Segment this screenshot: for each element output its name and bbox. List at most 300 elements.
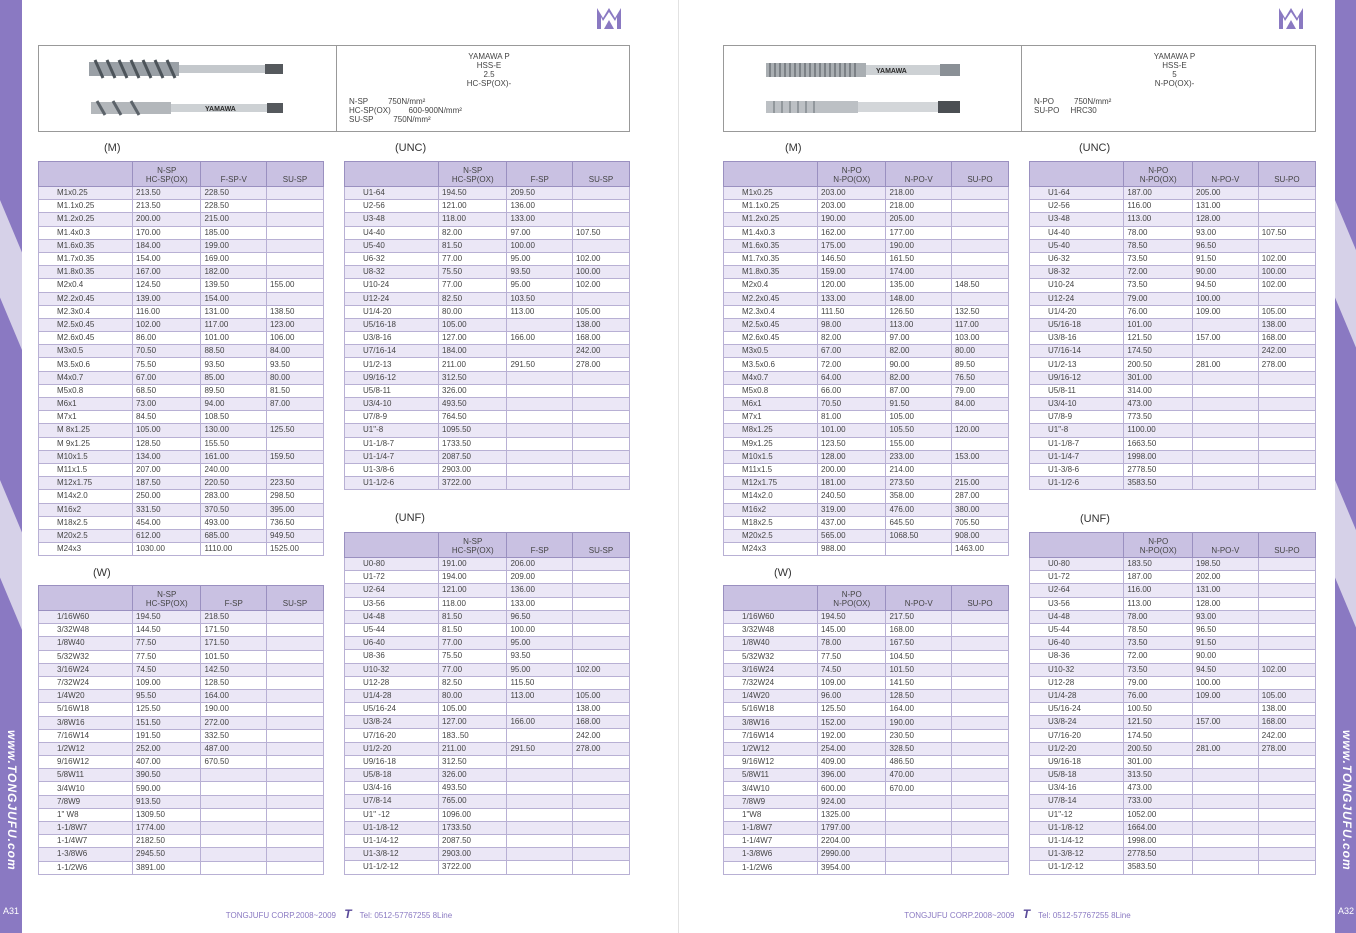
price-cell [266,624,323,637]
price-cell [1258,782,1315,795]
size-cell: U7/16-20 [345,729,439,742]
size-cell: U1-64 [1030,187,1124,200]
spiral-tap-image [87,56,287,82]
price-cell: 183..50 [439,729,507,742]
table-row [724,676,1009,689]
price-cell [266,808,323,821]
price-cell: 64.00 [818,371,886,384]
size-cell: M5x0.8 [724,384,818,397]
table-row [724,729,1009,742]
size-cell: U3/8-24 [345,716,439,729]
table-row [39,848,324,861]
price-cell [507,345,573,358]
price-cell: 168.00 [572,716,629,729]
price-cell: 93.50 [507,266,573,279]
price-cell: 154.00 [201,292,267,305]
table-row [345,213,630,226]
price-cell: 86.00 [133,332,201,345]
size-cell: 7/16W14 [39,729,133,742]
size-cell: U3-48 [1030,213,1124,226]
price-cell [266,703,323,716]
price-cell [507,782,573,795]
size-cell: U3/8-16 [1030,332,1124,345]
price-cell [951,861,1008,874]
size-cell: U4-40 [1030,226,1124,239]
price-cell: 101.50 [201,650,267,663]
table-row [1030,689,1316,702]
table-row [39,703,324,716]
table-row [724,756,1009,769]
price-cell: 169.00 [201,252,267,265]
price-cell [572,623,629,636]
section-label-w: (W) [93,567,111,579]
table-row [345,450,630,463]
price-cell: 139.00 [133,292,201,305]
price-cell: 102.00 [572,279,629,292]
size-cell: U3/4-10 [1030,398,1124,411]
price-cell: 84.00 [266,345,323,358]
price-cell [1258,637,1315,650]
price-cell: 105.00 [1258,305,1315,318]
price-cell: 102.00 [133,318,201,331]
price-cell: 81.50 [266,384,323,397]
tool-brand-label: YAMAWA [876,68,907,75]
price-cell: 213.50 [133,187,201,200]
price-cell: 67.00 [818,345,886,358]
size-cell: U1-1/2-6 [345,477,439,490]
price-cell [266,769,323,782]
column-header: SU-SP [266,586,323,611]
table-row [39,756,324,769]
price-cell [572,637,629,650]
price-table-unc [1029,161,1316,490]
page-footer [679,907,1356,921]
size-cell: M1x0.25 [724,187,818,200]
price-cell: 242.00 [572,345,629,358]
price-cell: 168.00 [572,332,629,345]
price-cell [1258,676,1315,689]
price-cell [886,543,952,556]
table-row [724,279,1009,292]
price-cell: 146.50 [818,252,886,265]
price-cell: 278.00 [572,742,629,755]
size-cell: 1" W8 [39,808,133,821]
table-row [39,490,324,503]
size-cell: M11x1.5 [724,463,818,476]
table-row [345,332,630,345]
size-cell: M 8x1.25 [39,424,133,437]
title-line: YAMAWA P [1153,52,1196,61]
table-row [724,611,1009,624]
price-cell [507,703,573,716]
column-header: SU-PO [1258,162,1315,187]
table-row [39,292,324,305]
price-table-unf [1029,532,1316,875]
price-cell: 194.50 [818,611,886,624]
size-cell: U1-1/2-12 [345,861,439,874]
price-cell: 89.50 [951,358,1008,371]
price-cell [951,703,1008,716]
table-row [39,782,324,795]
price-cell: 79.00 [951,384,1008,397]
price-cell: 125.50 [133,703,201,716]
price-cell: 565.00 [818,529,886,542]
size-cell: 9/16W12 [724,756,818,769]
price-cell [266,742,323,755]
side-website-text: www.TONGJUFU.com [5,730,19,871]
price-cell: 102.00 [572,252,629,265]
size-cell: M3x0.5 [724,345,818,358]
table-row [345,424,630,437]
size-cell: 1/4W20 [39,690,133,703]
price-cell [1258,821,1315,834]
size-cell: 5/8W11 [39,769,133,782]
price-cell: 493.50 [439,398,507,411]
price-cell: 2778.50 [1124,848,1193,861]
price-cell: 2990.00 [818,848,886,861]
title-line: HSS-E [1162,61,1187,70]
sidebar-chevron [0,480,22,630]
price-cell [951,463,1008,476]
table-row [39,663,324,676]
price-cell: 89.50 [201,384,267,397]
price-cell [266,411,323,424]
price-cell: 278.00 [572,358,629,371]
table-row [1030,703,1316,716]
price-cell: 187.00 [1124,571,1193,584]
table-row [39,822,324,835]
table-row [39,305,324,318]
table-row [724,411,1009,424]
table-header-row [1030,533,1316,558]
price-cell: 70.50 [133,345,201,358]
size-cell: M6x1 [724,398,818,411]
price-cell: 133.00 [818,292,886,305]
price-cell: 103.00 [951,332,1008,345]
price-cell [266,676,323,689]
price-cell: 171.50 [201,637,267,650]
size-cell: U10-24 [1030,279,1124,292]
price-cell: 301.00 [1124,755,1193,768]
price-cell: 113.00 [1124,597,1193,610]
size-cell: U7/8-14 [345,795,439,808]
price-cell [1258,450,1315,463]
price-cell [572,597,629,610]
price-cell [201,808,267,821]
price-cell: 200.00 [818,463,886,476]
price-cell: 74.50 [818,663,886,676]
price-cell: 82.50 [439,676,507,689]
price-cell [507,371,573,384]
price-cell: 100.00 [507,623,573,636]
size-cell: U3-56 [1030,597,1124,610]
column-header: SU-PO [1258,533,1315,558]
size-cell: 7/8W9 [724,795,818,808]
section-label-m: (M) [104,142,121,154]
size-cell: 1-1/4W7 [39,835,133,848]
tel-icon: T [344,907,352,921]
price-cell: 199.00 [201,239,267,252]
price-cell [266,729,323,742]
price-cell [951,266,1008,279]
price-cell [572,571,629,584]
price-cell: 101.50 [886,663,952,676]
price-cell: 107.50 [1258,226,1315,239]
price-cell: 2778.50 [1124,463,1193,476]
price-cell: 136.00 [507,584,573,597]
table-row [1030,266,1316,279]
price-cell: 95.00 [507,637,573,650]
price-cell: 72.00 [1124,266,1193,279]
price-cell: 194.50 [133,611,201,624]
table-row [345,345,630,358]
table-row [39,477,324,490]
price-cell [266,795,323,808]
section-label-unf: (UNF) [395,512,425,524]
price-cell: 233.00 [886,450,952,463]
table-row [345,689,630,702]
price-cell [507,450,573,463]
price-cell: 3954.00 [818,861,886,874]
size-cell: M1.7x0.35 [724,252,818,265]
price-cell [951,769,1008,782]
price-cell [507,318,573,331]
footer-company: TONGJUFU CORP.2008~2009 [904,911,1015,920]
size-cell: U1-1/2-12 [1030,861,1124,874]
size-cell: M1.8x0.35 [724,266,818,279]
price-cell [951,226,1008,239]
price-cell [507,729,573,742]
price-cell [266,463,323,476]
size-cell: U3/8-24 [1030,716,1124,729]
price-cell: 194.00 [439,571,507,584]
price-cell: 190.00 [886,239,952,252]
size-cell: U1-1/8-7 [345,437,439,450]
size-cell: U3/8-16 [345,332,439,345]
size-cell: M18x2.5 [724,516,818,529]
table-header-row [39,162,324,187]
price-cell [951,848,1008,861]
spec-line: SU-SP 750N/mm² [349,115,431,124]
price-cell: 313.50 [1124,769,1193,782]
table-row [345,623,630,636]
price-cell [1193,861,1259,874]
price-cell: 157.00 [1193,716,1259,729]
table-row [345,650,630,663]
price-cell: 78.00 [1124,226,1193,239]
size-cell: M16x2 [724,503,818,516]
table-row [345,239,630,252]
size-cell: 7/32W24 [39,676,133,689]
price-cell: 121.00 [439,200,507,213]
size-cell: U3/4-16 [1030,782,1124,795]
price-cell [572,424,629,437]
price-cell: 132.50 [951,305,1008,318]
price-cell [572,808,629,821]
table-row [345,371,630,384]
price-cell: 187.50 [133,477,201,490]
price-cell: 670.50 [201,756,267,769]
price-cell: 2182.50 [133,835,201,848]
price-cell: 200.50 [1124,358,1193,371]
table-row [724,769,1009,782]
price-cell [951,808,1008,821]
price-cell [572,769,629,782]
title-line: 2.5 [483,70,495,79]
price-cell [572,848,629,861]
price-cell: 1100.00 [1124,424,1193,437]
price-cell: 79.00 [1124,676,1193,689]
price-cell [1258,610,1315,623]
table-row [345,716,630,729]
column-header: N-PO N-PO(OX) [818,162,886,187]
price-cell: 113.00 [1124,213,1193,226]
table-row [1030,345,1316,358]
price-cell: 100.00 [507,239,573,252]
price-cell: 319.00 [818,503,886,516]
price-cell: 82.00 [818,332,886,345]
table-row [1030,384,1316,397]
price-cell [1258,795,1315,808]
size-cell: U5/8-11 [1030,384,1124,397]
price-cell [951,795,1008,808]
price-cell [507,437,573,450]
column-header: SU-PO [951,586,1008,611]
price-cell: 191.00 [439,558,507,571]
price-cell: 326.00 [439,769,507,782]
size-cell: 9/16W12 [39,756,133,769]
price-cell: 3583.50 [1124,861,1193,874]
size-cell: 1-1/2W6 [39,861,133,874]
table-row [724,332,1009,345]
size-cell: U1/4-28 [1030,689,1124,702]
price-cell [951,835,1008,848]
product-header [723,45,1316,132]
title-line: HSS-E [476,61,502,70]
price-cell: 73.00 [133,398,201,411]
price-cell: 185.00 [201,226,267,239]
size-cell: U2-64 [1030,584,1124,597]
price-cell [507,411,573,424]
price-cell: 1663.50 [1124,437,1193,450]
size-cell: M1.7x0.35 [39,252,133,265]
price-cell [951,782,1008,795]
price-cell: 166.00 [507,332,573,345]
price-cell: 2903.00 [439,848,507,861]
table-row [724,637,1009,650]
size-cell: U10-32 [1030,663,1124,676]
table-row [1030,782,1316,795]
table-row [1030,305,1316,318]
size-cell: U1-3/8-12 [345,848,439,861]
size-cell: 1/4W20 [724,690,818,703]
table-row [39,200,324,213]
price-cell: 145.00 [818,624,886,637]
price-cell [1193,769,1259,782]
price-cell: 949.50 [266,529,323,542]
price-cell: 124.50 [133,279,201,292]
price-cell: 301.00 [1124,371,1193,384]
price-cell: 214.00 [886,463,952,476]
price-cell: 102.00 [1258,663,1315,676]
size-cell: M3.5x0.6 [724,358,818,371]
table-row [39,332,324,345]
price-cell: 96.50 [507,610,573,623]
size-cell: U2-56 [1030,200,1124,213]
price-cell: 81.50 [439,610,507,623]
size-cell: 1/8W40 [724,637,818,650]
table-row [1030,676,1316,689]
size-cell: U1-1/4-12 [1030,834,1124,847]
size-cell: U1-1/8-12 [345,821,439,834]
size-cell: M2x0.4 [724,279,818,292]
table-row [724,187,1009,200]
table-row [1030,637,1316,650]
price-cell: 1998.00 [1124,450,1193,463]
price-cell [507,808,573,821]
size-cell: U6-32 [345,252,439,265]
size-cell: U5-44 [345,623,439,636]
size-cell: M8x1.25 [724,424,818,437]
price-cell: 97.00 [507,226,573,239]
table-row [1030,318,1316,331]
price-cell: 154.00 [133,252,201,265]
price-cell: 144.50 [133,624,201,637]
price-cell [951,637,1008,650]
tool-brand-label: YAMAWA [205,106,236,113]
size-cell: M16x2 [39,503,133,516]
table-row [724,450,1009,463]
price-cell: 67.00 [133,371,201,384]
size-cell: 3/4W10 [39,782,133,795]
price-cell: 328.50 [886,742,952,755]
title-line: YAMAWA P [468,52,510,61]
price-cell: 93.50 [507,650,573,663]
price-cell: 138.50 [266,305,323,318]
price-cell: 77.50 [133,637,201,650]
table-row [39,450,324,463]
sidebar-chevron [0,200,22,350]
size-cell: U3/4-16 [345,782,439,795]
price-cell: 228.50 [201,200,267,213]
price-cell [1193,782,1259,795]
price-cell: 105.00 [1258,689,1315,702]
price-cell: 177.00 [886,226,952,239]
table-row [39,398,324,411]
size-cell: M24x3 [724,543,818,556]
page-footer [0,907,678,921]
table-row [724,371,1009,384]
size-cell: U8-36 [1030,650,1124,663]
table-row [1030,187,1316,200]
price-cell: 184.00 [439,345,507,358]
price-cell: 380.00 [951,503,1008,516]
size-cell: U1"-8 [1030,424,1124,437]
price-cell: 190.00 [201,703,267,716]
size-cell: M2.3x0.4 [39,305,133,318]
size-cell: U4-48 [1030,610,1124,623]
price-cell: 1030.00 [133,543,201,556]
table-row [345,703,630,716]
price-cell [266,835,323,848]
size-cell: 5/32W32 [39,650,133,663]
price-cell [951,663,1008,676]
price-cell: 162.00 [818,226,886,239]
price-cell: 645.50 [886,516,952,529]
price-cell: 133.00 [507,597,573,610]
price-cell: 205.00 [1193,187,1259,200]
product-header [38,45,630,132]
